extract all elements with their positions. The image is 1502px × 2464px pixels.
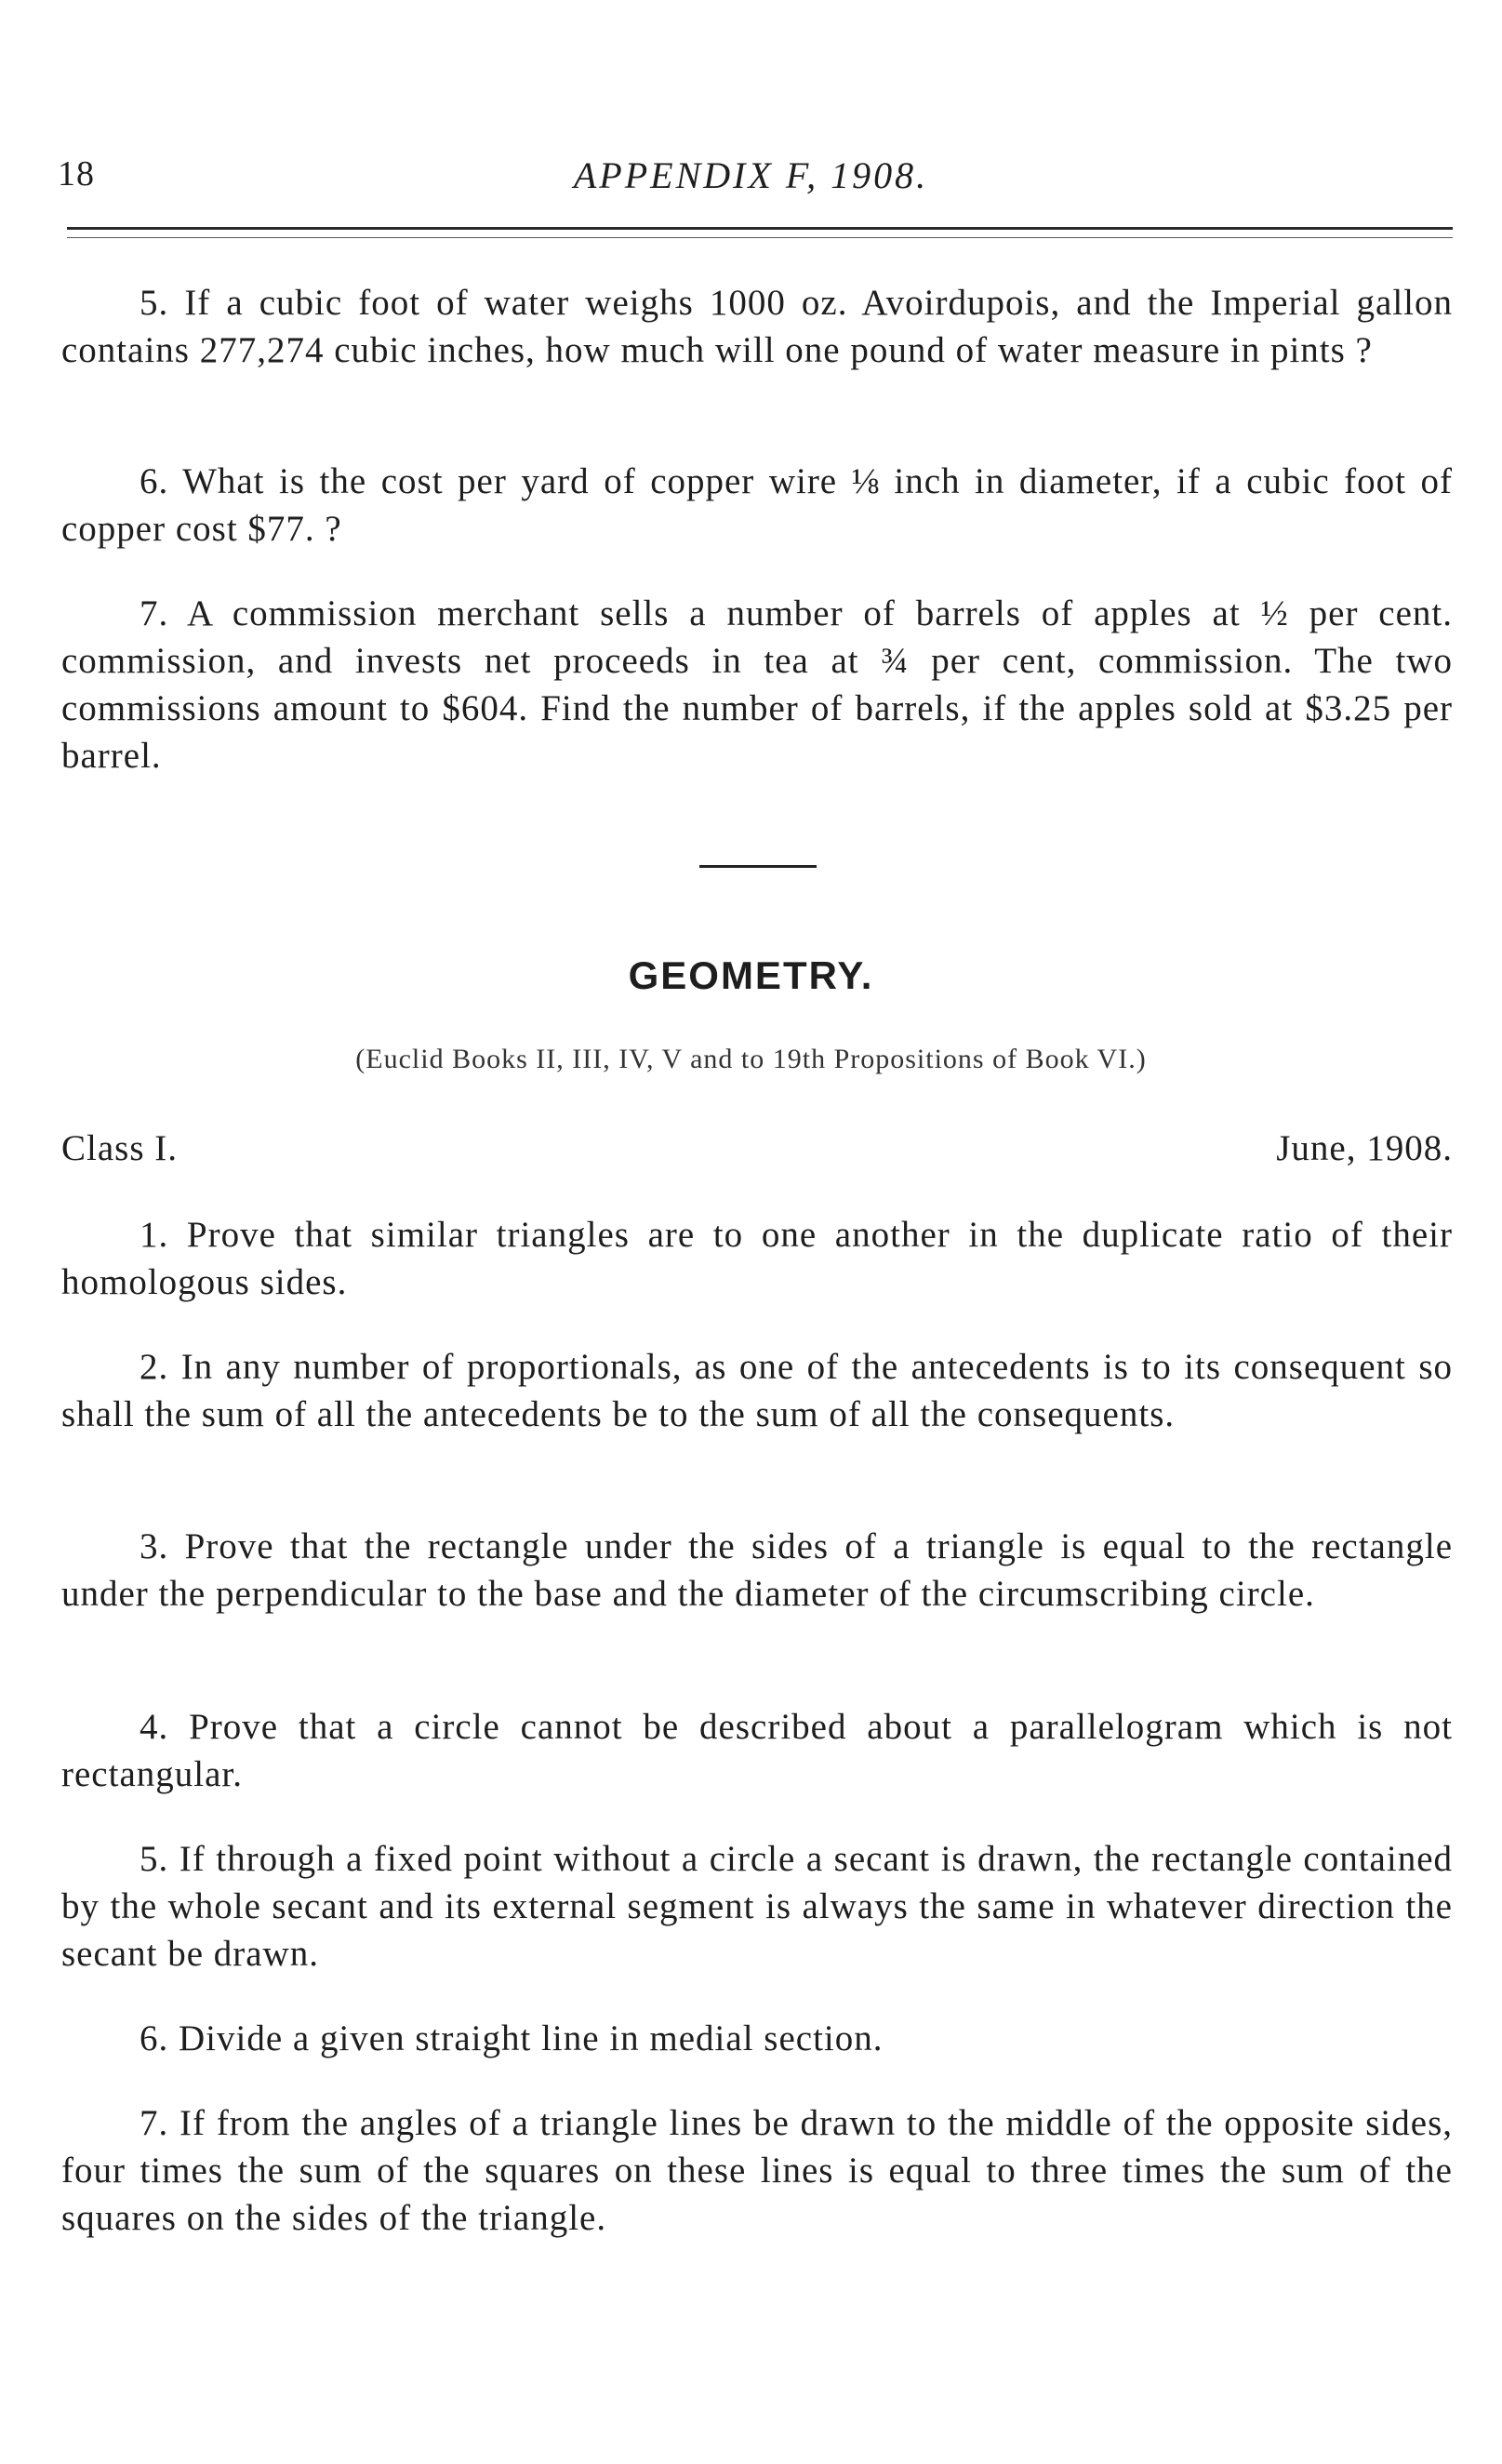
- exam-date: June, 1908.: [1276, 1128, 1453, 1168]
- question-text: In any number of proportionals, as one of the antecedents is to its consequent so shall the sum of all the antecedents be to the sum of all the consequents.: [61, 1347, 1454, 1434]
- header-rule-thin: [67, 237, 1453, 238]
- question-text: If through a fixed point without a circle a secant is drawn, the rectangle contained by the whole secant and its external segment is always the same in whatever direction the secant be drawn.: [61, 1839, 1453, 1974]
- question-arith-5: [61, 279, 1453, 374]
- question-geom-7: [61, 2099, 1453, 2242]
- question-number: 1.: [140, 1215, 169, 1255]
- question-number: 6.: [140, 461, 169, 501]
- question-number: 3.: [140, 1526, 169, 1566]
- question-geom-1: [61, 1211, 1453, 1306]
- question-number: 5.: [140, 1839, 169, 1879]
- section-divider: [699, 865, 817, 868]
- class-label: Class I.: [61, 1128, 178, 1168]
- question-text: Prove that similar triangles are to one another in the duplicate ratio of their homologous sides.: [61, 1215, 1453, 1302]
- question-text: What is the cost per yard of copper wire ⅛ inch in diameter, if a cubic foot of copper cost $77. ?: [61, 461, 1453, 549]
- question-text: Prove that the rectangle under the sides of a triangle is equal to the rectangle under the perpendicular to the base and the diameter of the circumscribing circle.: [61, 1526, 1454, 1614]
- question-number: 6.: [140, 2018, 169, 2058]
- question-arith-7: [61, 590, 1453, 779]
- header-rule-thick: [67, 227, 1453, 230]
- question-text: Prove that a circle cannot be described about a parallelogram which is not rectangular.: [61, 1707, 1454, 1794]
- question-text: If a cubic foot of water weighs 1000 oz. Avoirdupois, and the Imperial gallon contains 277,274 cubic inches, how much will one pound of water measure in pints ?: [61, 283, 1453, 370]
- question-number: 7.: [140, 593, 169, 633]
- question-text: Divide a given straight line in medial section.: [179, 2018, 884, 2058]
- page-number: 18: [58, 154, 95, 193]
- question-text: A commission merchant sells a number of barrels of apples at ½ per cent. commission, and invests net proceeds in tea at ¾ per cent, commission. The two commissions amount to $604. Find the number of barrels, if the apples sold at $3.25 per barrel.: [61, 593, 1453, 776]
- question-number: 2.: [140, 1347, 169, 1387]
- question-geom-4: [61, 1703, 1453, 1798]
- question-arith-6: [61, 458, 1453, 553]
- question-geom-5: [61, 1835, 1453, 1978]
- question-number: 4.: [140, 1707, 169, 1747]
- running-title: APPENDIX F, 1908.: [573, 154, 929, 196]
- section-subtitle: (Euclid Books II, III, IV, V and to 19th Propositions of Book VI.): [355, 1044, 1147, 1074]
- question-text: If from the angles of a triangle lines be drawn to the middle of the opposite sides, four times the sum of the squares on these lines is equal to three times the sum of the squares on the sides of the triangle.: [61, 2103, 1453, 2238]
- section-title: GEOMETRY.: [628, 953, 874, 997]
- question-number: 7.: [140, 2103, 169, 2143]
- question-geom-3: [61, 1523, 1453, 1618]
- question-geom-6: [61, 2015, 1453, 2062]
- question-number: 5.: [140, 283, 169, 323]
- exam-meta-row: [61, 1127, 1453, 1169]
- question-geom-2: [61, 1343, 1453, 1438]
